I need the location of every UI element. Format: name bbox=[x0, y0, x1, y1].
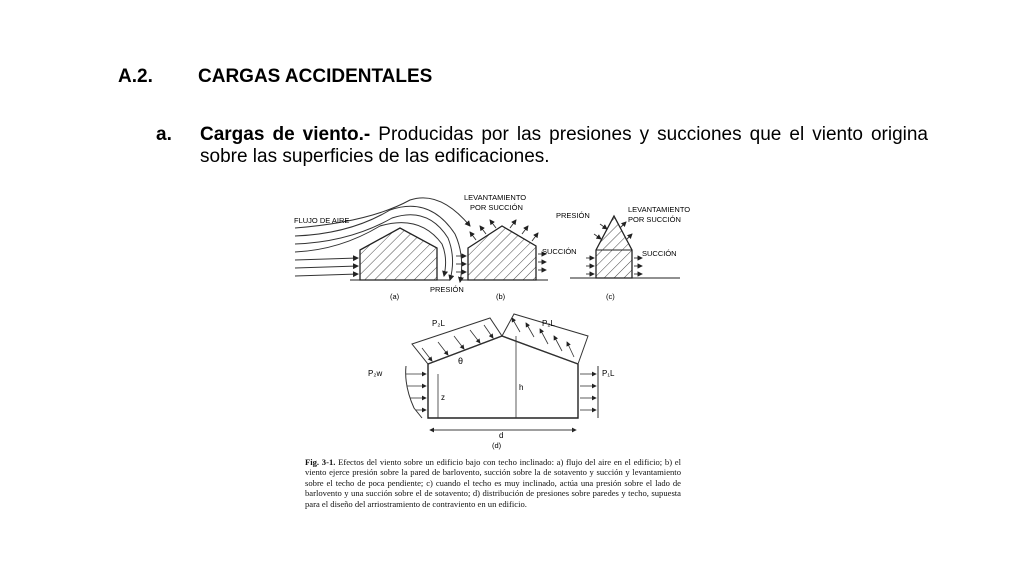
label-d: d bbox=[499, 431, 504, 440]
label-presion-b: PRESIÓN bbox=[430, 285, 464, 294]
label-por-succion-c: POR SUCCIÓN bbox=[628, 215, 681, 224]
label-p2l-left: P₂L bbox=[432, 319, 445, 328]
panel-b-pressures bbox=[430, 193, 577, 301]
label-panel-c: (c) bbox=[606, 292, 615, 301]
figure-caption-text: Efectos del viento sobre un edificio bajo con techo inclinado: a) flujo del aire en el edificio; b) el viento ejerce presión sobre la pared de barlovento, succión sobre la de sotavento y succión y levantamiento sobre el techo de poca pendiente; c) cuando el techo es muy inclinado, actúa una presión sobre el lado de barlovento y una succión sobre el de sotavento; d) distribución de presiones sobre paredes y techo, supuesta para el diseño del arriostramiento de contraviento en un edificio. bbox=[305, 457, 681, 509]
figure-ref: Fig. 3-1. bbox=[305, 457, 336, 467]
list-marker: a. bbox=[156, 124, 172, 145]
label-flujo-de-aire: FLUJO DE AIRE bbox=[294, 216, 350, 225]
panel-d-pressure-distribution bbox=[368, 314, 615, 450]
label-p2w: P₂w bbox=[368, 369, 383, 378]
label-z: z bbox=[441, 393, 445, 402]
item-text: Producidas por las presiones y succiones que el viento origina sobre las superficies de las edificaciones. bbox=[200, 124, 928, 167]
label-panel-a: (a) bbox=[390, 292, 400, 301]
list-item-wind-loads bbox=[156, 124, 928, 168]
label-h: h bbox=[519, 383, 524, 392]
label-levantamiento-b: LEVANTAMIENTO bbox=[464, 193, 527, 202]
item-lead: Cargas de viento.- bbox=[200, 124, 371, 145]
label-succion-b: SUCCIÓN bbox=[542, 247, 577, 256]
section-heading bbox=[118, 66, 432, 88]
label-p1l: P₁L bbox=[602, 369, 615, 378]
label-por-succion-b: POR SUCCIÓN bbox=[470, 203, 523, 212]
figure-caption bbox=[305, 457, 681, 509]
section-title: CARGAS ACCIDENTALES bbox=[198, 66, 433, 87]
label-levantamiento-c: LEVANTAMIENTO bbox=[628, 205, 691, 214]
label-panel-d: (d) bbox=[492, 441, 502, 450]
label-succion-c: SUCCIÓN bbox=[642, 249, 677, 258]
label-theta: θ bbox=[458, 356, 464, 366]
label-presion-c: PRESIÓN bbox=[556, 211, 590, 220]
wind-effects-figure bbox=[280, 186, 700, 454]
label-panel-b: (b) bbox=[496, 292, 506, 301]
section-number: A.2. bbox=[118, 66, 153, 87]
label-p2l-right: P₂L bbox=[542, 319, 555, 328]
item-body bbox=[200, 124, 928, 168]
